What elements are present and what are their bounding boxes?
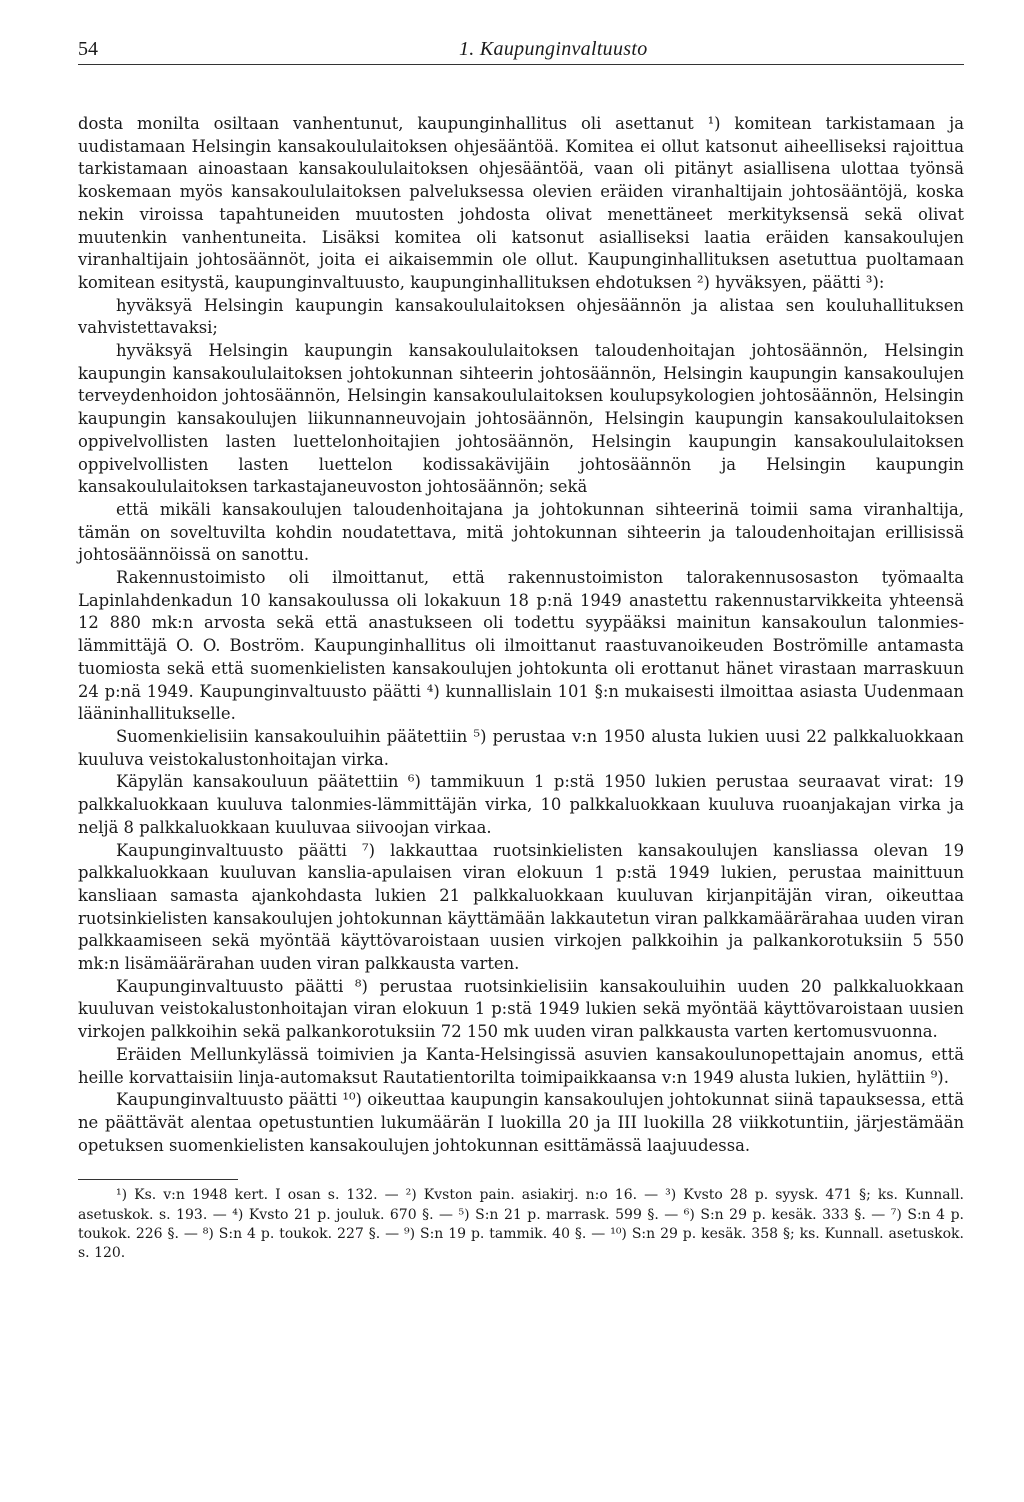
- page-header: [78, 30, 964, 65]
- paragraph: Kaupunginvaltuusto päätti ⁷) lakkauttaa ruotsinkielisten kansakoulujen kansliassa olevan 19 palkkaluokkaan kuuluvan kanslia-apulaisen viran elokuun 1 p:stä 1949 lukien, perustaa mainittuun kansliaan samasta ajankohdasta lukien 21 palkkaluokkaan kuuluvan kirjanpitäjän viran, oikeuttaa ruotsinkielisten kansakoulujen johtokunnan käyttämään lakkautetun viran palkkamäärärahaa uuden viran palkkaamiseen sekä myöntää käyttövaroistaan uusien virkojen palkkoihin ja palkankorotuksiin 5 550 mk:n lisämäärärahan uuden viran palkkausta varten.: [78, 840, 964, 974]
- paragraph: Suomenkielisiin kansakouluihin päätettiin ⁵) perustaa v:n 1950 alusta lukien uusi 22 palkkaluokkaan kuuluva veistokalustonhoitajan virka.: [78, 726, 964, 769]
- paragraph: Rakennustoimisto oli ilmoittanut, että rakennustoimiston talorakennusosaston työmaalta Lapinlahdenkadun 10 kansakoulussa oli lokakuun 18 p:nä 1949 anastettu rakennustarvikkeita yhteensä 12 880 mk:n arvosta sekä että anastukseen oli todettu syypääksi mainitun kansakoulun talonmies-lämmittäjä O. O. Boström. Kaupunginhallitus oli ilmoittanut raastuvanoikeuden Boströmille antamasta tuomiosta sekä että suomenkielisten kansakoulujen johtokunta oli erottanut hänet virastaan marraskuun 24 p:nä 1949. Kaupunginvaltuusto päätti ⁴) kunnallislain 101 §:n mukaisesti ilmoittaa asiasta Uudenmaan lääninhallitukselle.: [78, 568, 964, 724]
- footnotes: [78, 1186, 964, 1263]
- footnote-separator: [78, 1179, 238, 1186]
- paragraph: Eräiden Mellunkylässä toimivien ja Kanta-Helsingissä asuvien kansakoulunopettajain anomus, että heille korvattaisiin linja-automaksut Rautatientorilta toimipaikkaansa v:n 1949 alusta lukien, hylättiin ⁹).: [78, 1044, 964, 1087]
- footnote-text: ¹) Ks. v:n 1948 kert. I osan s. 132. — ²) Kvston pain. asiakirj. n:o 16. — ³) Kvsto 28 p. syysk. 471 §; ks. Kunnall. asetuskok. s. 193. — ⁴) Kvsto 21 p. jouluk. 670 §. — ⁵) S:n 21 p. marrask. 599 §. — ⁶) S:n 29 p. kesäk. 333 §. — ⁷) S:n 4 p. toukok. 226 §. — ⁸) S:n 4 p. toukok. 227 §. — ⁹) S:n 19 p. tammik. 40 §. — ¹⁰) S:n 29 p. kesäk. 358 §; ks. Kunnall. asetuskok. s. 120.: [78, 1187, 964, 1261]
- decision-item: hyväksyä Helsingin kaupungin kansakoululaitoksen ohjesäännön ja alistaa sen kouluhallituksen vahvistettavaksi;: [78, 295, 964, 338]
- paragraph-continued: dosta monilta osiltaan vanhentunut, kaupunginhallitus oli asettanut ¹) komitean tarkistamaan ja uudistamaan Helsingin kansakoululaitoksen ohjesääntöä. Komitea ei ollut katsonut aiheelliseksi rajoittua tarkistamaan ainoastaan kansakoululaitoksen ohjesääntöä, vaan oli pitänyt asiallisena ulottaa työnsä koskemaan myös kansakoululaitoksen palveluksessa olevien eräiden viranhaltijain johtosääntöjä, koska nekin viroissa tapahtuneiden muutosten johdosta olivat menettäneet merkityksensä sekä olivat muutenkin vanhentuneita. Lisäksi komitea oli katsonut asialliseksi laatia eräiden kansakoulujen viranhaltijain johtosäännöt, joita ei aikaisemmin ole ollut. Kaupunginhallituksen asetuttua puoltamaan komitean esitystä, kaupunginvaltuusto, kaupunginhallituksen ehdotuksen ²) hyväksyen, päätti ³):: [78, 114, 964, 292]
- page-number: 54: [78, 38, 98, 60]
- decision-item: että mikäli kansakoulujen taloudenhoitajana ja johtokunnan sihteerinä toimii sama viranhaltija, tämän on soveltuvilta kohdin noudatettava, mitä johtokunnan sihteerin ja taloudenhoitajan erillisissä johtosäännöissä on sanottu.: [78, 499, 964, 565]
- paragraph: Käpylän kansakouluun päätettiin ⁶) tammikuun 1 p:stä 1950 lukien perustaa seuraavat virat: 19 palkkaluokkaan kuuluva talonmies-lämmittäjän virka, 10 palkkaluokkaan kuuluva ruoanjakajan virka ja neljä 8 palkkaluokkaan kuuluvaa siivoojan virkaa.: [78, 772, 964, 837]
- running-title: 1. Kaupunginvaltuusto: [459, 38, 648, 60]
- decision-item: hyväksyä Helsingin kaupungin kansakoululaitoksen taloudenhoitajan johtosäännön, Helsingin kaupungin kansakoululaitoksen johtokunnan sihteerin johtosäännön, Helsingin kaupungin kansakoulujen terveydenhoidon johtosäännön, Helsingin kansakoululaitoksen koulupsykologien johtosäännön, Helsingin kaupungin kansakoulujen liikunnanneuvojain johtosäännön, Helsingin kaupungin kansakoululaitoksen oppivelvollisten lasten luettelonhoitajien johtosäännön, Helsingin kaupungin kansakoululaitoksen oppivelvollisten lasten luettelon kodissakävijäin johtosäännön ja Helsingin kaupungin kansakoululaitoksen tarkastajaneuvoston johtosäännön; sekä: [78, 341, 964, 497]
- paragraph: Kaupunginvaltuusto päätti ⁸) perustaa ruotsinkielisiin kansakouluihin uuden 20 palkkaluokkaan kuuluvan veistokalustonhoitajan viran elokuun 1 p:stä 1949 lukien sekä myöntää käyttövaroistaan uusien virkojen palkkoihin sekä palkankorotuksiin 72 150 mk uuden viran palkkausta varten kertomusvuonna.: [78, 976, 964, 1042]
- paragraph: Kaupunginvaltuusto päätti ¹⁰) oikeuttaa kaupungin kansakoulujen johtokunnat siinä tapauksessa, että ne päättävät alentaa opetustuntien lukumäärän I luokilla 20 ja III luokilla 28 viikkotuntiin, järjestämään opetuksen suomenkielisten kansakoulujen johtokunnan esittämässä laajuudessa.: [78, 1090, 964, 1155]
- body-text: [78, 113, 964, 1157]
